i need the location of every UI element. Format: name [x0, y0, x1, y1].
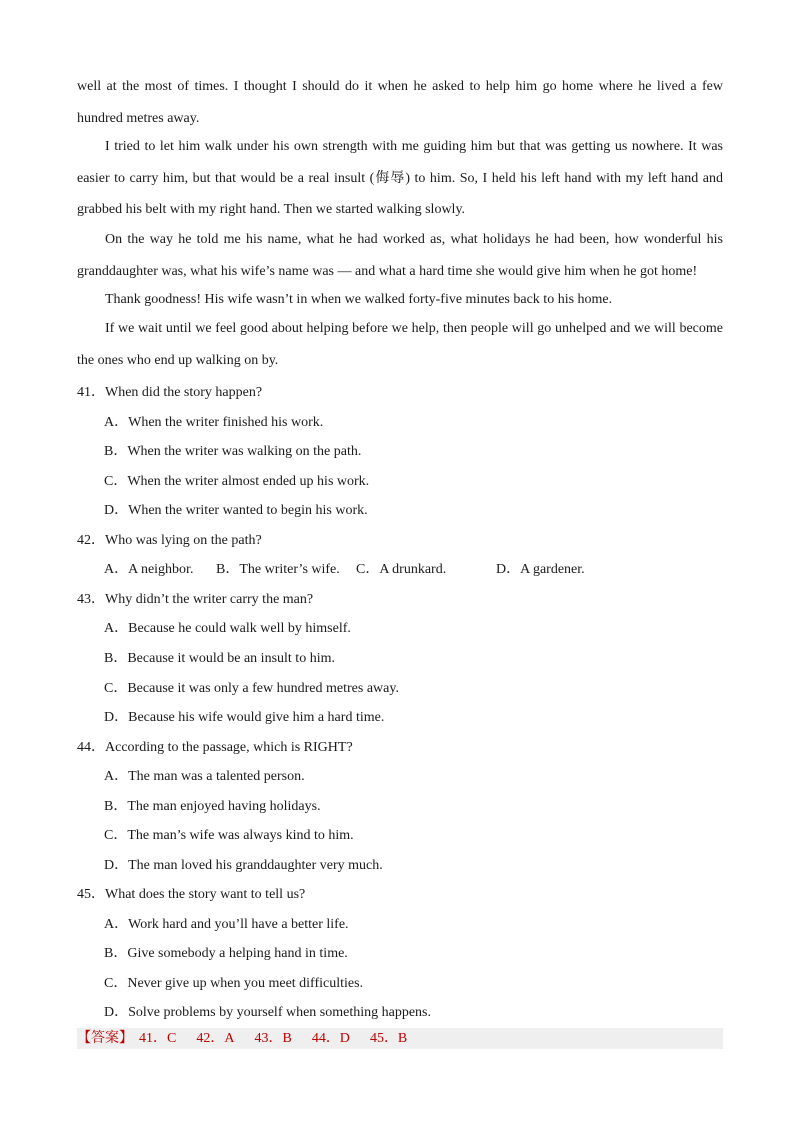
question-44-option-d: D．The man loved his granddaughter very much.: [104, 858, 383, 873]
passage-paragraph-4: Thank goodness! His wife wasn’t in when we walked forty-five minutes back to his home.: [105, 292, 613, 307]
answer-45: 45．B: [369, 1031, 408, 1046]
question-41-option-c: C．When the writer almost ended up his work.: [104, 474, 370, 489]
question-42-option-a: A．A neighbor.: [104, 562, 194, 577]
question-45-option-c: C．Never give up when you meet difficulties.: [104, 976, 364, 991]
question-42-stem: 42．Who was lying on the path?: [77, 533, 262, 548]
question-44-option-c: C．The man’s wife was always kind to him.: [104, 828, 354, 843]
question-44-option-b: B．The man enjoyed having holidays.: [104, 799, 321, 814]
question-42-option-b: B．The writer’s wife.: [216, 562, 340, 577]
passage-paragraph-2: I tried to let him walk under his own strength with me guiding him but that was getting us nowhere. It was easier to carry him, but that would be a real insult (侮辱) to him. So, I held his left hand with my left hand and grabbed his belt with my right hand. Then we started walking slowly.: [77, 139, 723, 217]
answer-42: 42．A: [196, 1031, 235, 1046]
answer-key-label: 【答案】: [77, 1031, 133, 1046]
question-41-option-a: A．When the writer finished his work.: [104, 415, 324, 430]
question-43-option-a: A．Because he could walk well by himself.: [104, 621, 351, 636]
passage-paragraph-5: If we wait until we feel good about helping before we help, then people will go unhelped and we will become the ones who end up walking on by.: [77, 321, 723, 368]
question-45-stem: 45．What does the story want to tell us?: [77, 887, 306, 902]
question-45-option-a: A．Work hard and you’ll have a better life.: [104, 917, 349, 932]
answer-41: 41．C: [139, 1031, 177, 1046]
question-44-stem: 44．According to the passage, which is RIGHT?: [77, 740, 353, 755]
question-41-stem: 41．When did the story happen?: [77, 385, 263, 400]
passage-paragraph-3: On the way he told me his name, what he had worked as, what holidays he had been, how wonderful his granddaughter was, what his wife’s name was — and what a hard time she would give him when he got home!: [77, 232, 723, 279]
question-43-stem: 43．Why didn’t the writer carry the man?: [77, 592, 314, 607]
question-45-option-b: B．Give somebody a helping hand in time.: [104, 946, 348, 961]
answer-44: 44．D: [311, 1031, 350, 1046]
passage-paragraph-1: well at the most of times. I thought I should do it when he asked to help him go home where he lived a few hundred metres away.: [77, 79, 723, 126]
question-43-option-b: B．Because it would be an insult to him.: [104, 651, 335, 666]
question-43-option-c: C．Because it was only a few hundred metres away.: [104, 681, 399, 696]
question-44-option-a: A．The man was a talented person.: [104, 769, 305, 784]
question-42-option-d: D．A gardener.: [496, 562, 585, 577]
question-41-option-b: B．When the writer was walking on the path.: [104, 444, 362, 459]
answer-key: [77, 1028, 723, 1049]
answer-43: 43．B: [254, 1031, 292, 1046]
question-41-option-d: D．When the writer wanted to begin his work.: [104, 503, 368, 518]
question-43-option-d: D．Because his wife would give him a hard time.: [104, 710, 385, 725]
question-42-option-c: C．A drunkard.: [356, 562, 447, 577]
question-45-option-d: D．Solve problems by yourself when something happens.: [104, 1005, 432, 1020]
